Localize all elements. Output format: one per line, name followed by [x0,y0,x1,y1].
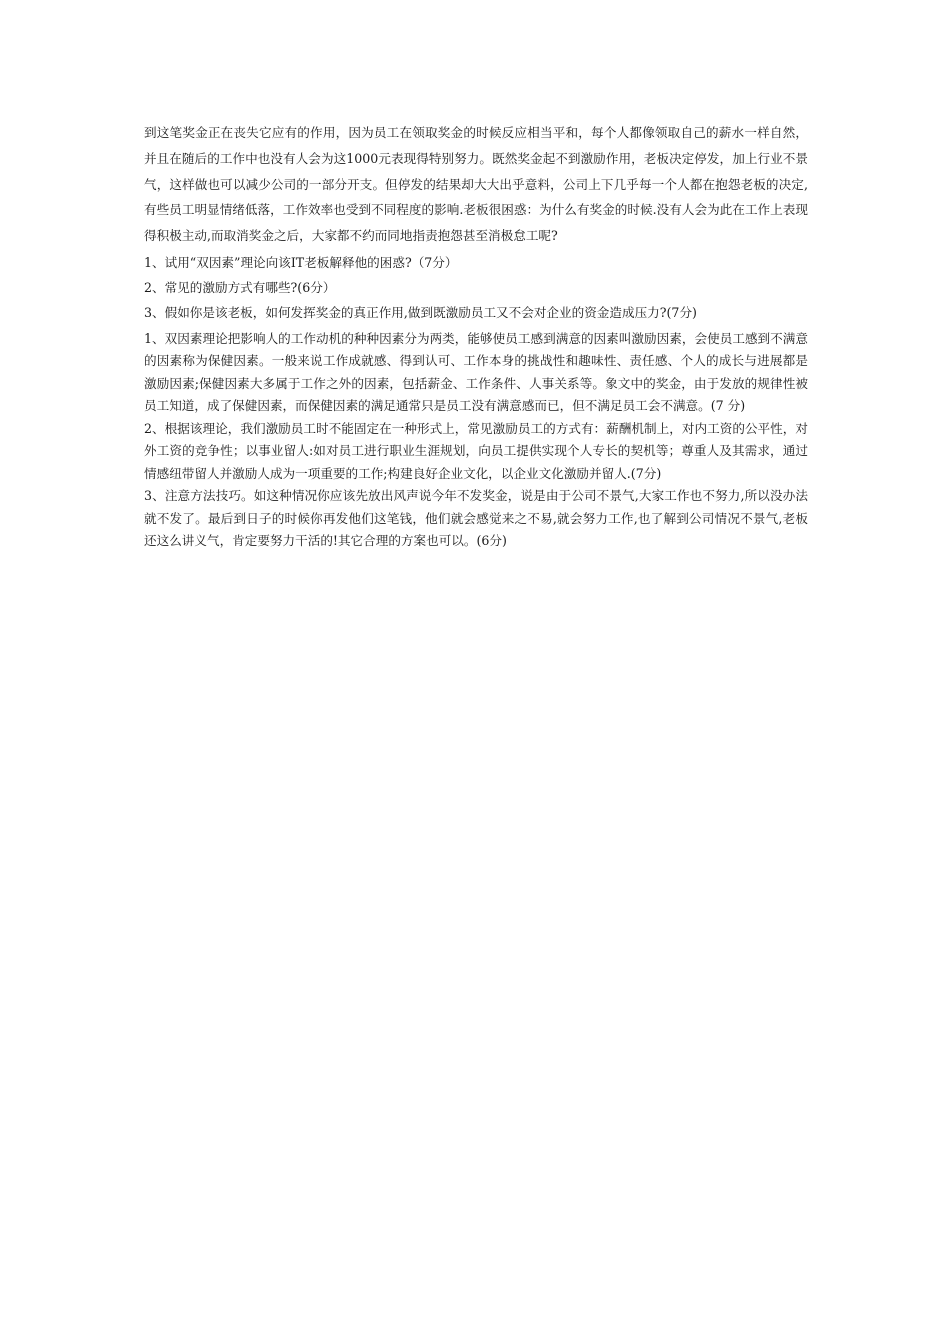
question-item-3: 3、假如你是该老板，如何发挥奖金的真正作用,做到既激励员工又不会对企业的资金造成压力?(7分) [144,304,697,320]
answer-item-3: 3、注意方法技巧。如这种情况你应该先放出风声说今年不发奖金，说是由于公司不景气,大家工作也不努力,所以没办法就不发了。最后到日子的时候你再发他们这笔钱，他们就会感觉来之不易,就会努力工作,也了解到公司情况不景气,老板还这么讲义气，肯定要努力干活的!其它合理的方案也可以。(6分) [144,488,808,549]
question-list [144,253,808,323]
document-page [144,120,808,553]
answer-list [144,328,808,553]
question-item-1: 1、试用“双因素”理论向该IT老板解释他的困惑?（7分） [144,254,458,270]
answer-item-2: 2、根据该理论，我们激励员工时不能固定在一种形式上，常见激励员工的方式有：薪酬机制上，对内工资的公平性，对外工资的竞争性；以事业留人:如对员工进行职业生涯规划，向员工提供实现个人专长的契机等；尊重人及其需求，通过情感纽带留人并激励人成为一项重要的工作;构建良好企业文化，以企业文化激励并留人.(7分) [144,420,808,481]
question-item-2: 2、常见的激励方式有哪些?(6分） [144,279,336,295]
answer-item-1: 1、双因素理论把影响人的工作动机的种种因素分为两类，能够使员工感到满意的因素叫激励因素，会使员工感到不满意的因素称为保健因素。一般来说工作成就感、得到认可、工作本身的挑战性和趣味性、责任感、个人的成长与进展都是激励因素;保健因素大多属于工作之外的因素，包括薪金、工作条件、人事关系等。象文中的奖金，由于发放的规律性被员工知道，成了保健因素，而保健因素的满足通常只是员工没有满意感而已，但不满足员工会不满意。(7 分) [144,330,808,414]
case-intro-paragraph: 到这笔奖金正在丧失它应有的作用，因为员工在领取奖金的时候反应相当平和，每个人都像领取自己的薪水一样自然，并且在随后的工作中也没有人会为这1000元表现得特别努力。既然奖金起不到激励作用，老板决定停发，加上行业不景气，这样做也可以减少公司的一部分开支。但停发的结果却大大出乎意料，公司上下几乎每一个人都在抱怨老板的决定,有些员工明显情绪低落，工作效率也受到不同程度的影响.老板很困惑：为什么有奖金的时候.没有人会为此在工作上表现得积极主动,而取消奖金之后，大家都不约而同地指责抱怨甚至消极怠工呢? [144,125,808,244]
